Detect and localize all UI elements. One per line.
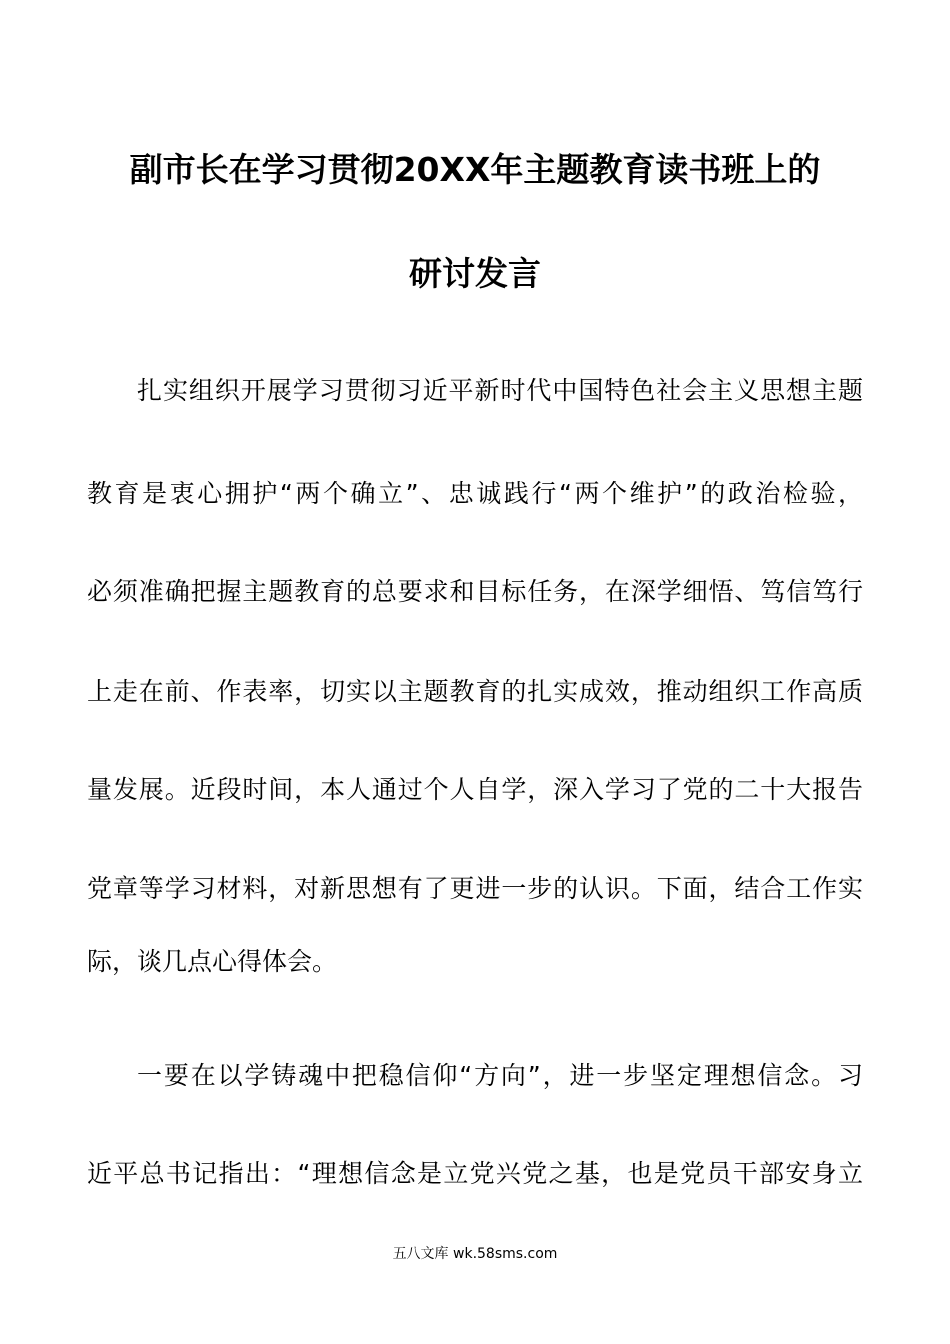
paragraph-line: 扎实组织开展学习贯彻习近平新时代中国特色社会主义思想主题: [137, 376, 863, 405]
paragraph-line: 际，谈几点心得体会。: [87, 947, 338, 976]
paragraph-line: 量发展。近段时间，本人通过个人自学，深入学习了党的二十大报告: [87, 775, 863, 804]
paragraph-line: 一要在以学铸魂中把稳信仰“方向”，进一步坚定理想信念。习: [137, 1061, 863, 1090]
paragraph-line: 上走在前、作表率，切实以主题教育的扎实成效，推动组织工作高质: [87, 677, 863, 706]
paragraph-line: 近平总书记指出：“理想信念是立党兴党之基，也是党员干部安身立: [87, 1159, 863, 1188]
document-title-line-1: 副市长在学习贯彻20XX年主题教育读书班上的: [129, 150, 821, 189]
paragraph-line: 党章等学习材料，对新思想有了更进一步的认识。下面，结合工作实: [87, 874, 863, 903]
paragraph-line: 教育是衷心拥护“两个确立”、忠诚践行“两个维护”的政治检验，: [87, 479, 863, 508]
document-title-line-2: 研讨发言: [409, 254, 541, 293]
footer-watermark-text: 五八文库 wk.58sms.com: [392, 1246, 558, 1262]
paragraph-line: 必须准确把握主题教育的总要求和目标任务，在深学细悟、笃信笃行: [87, 577, 863, 606]
